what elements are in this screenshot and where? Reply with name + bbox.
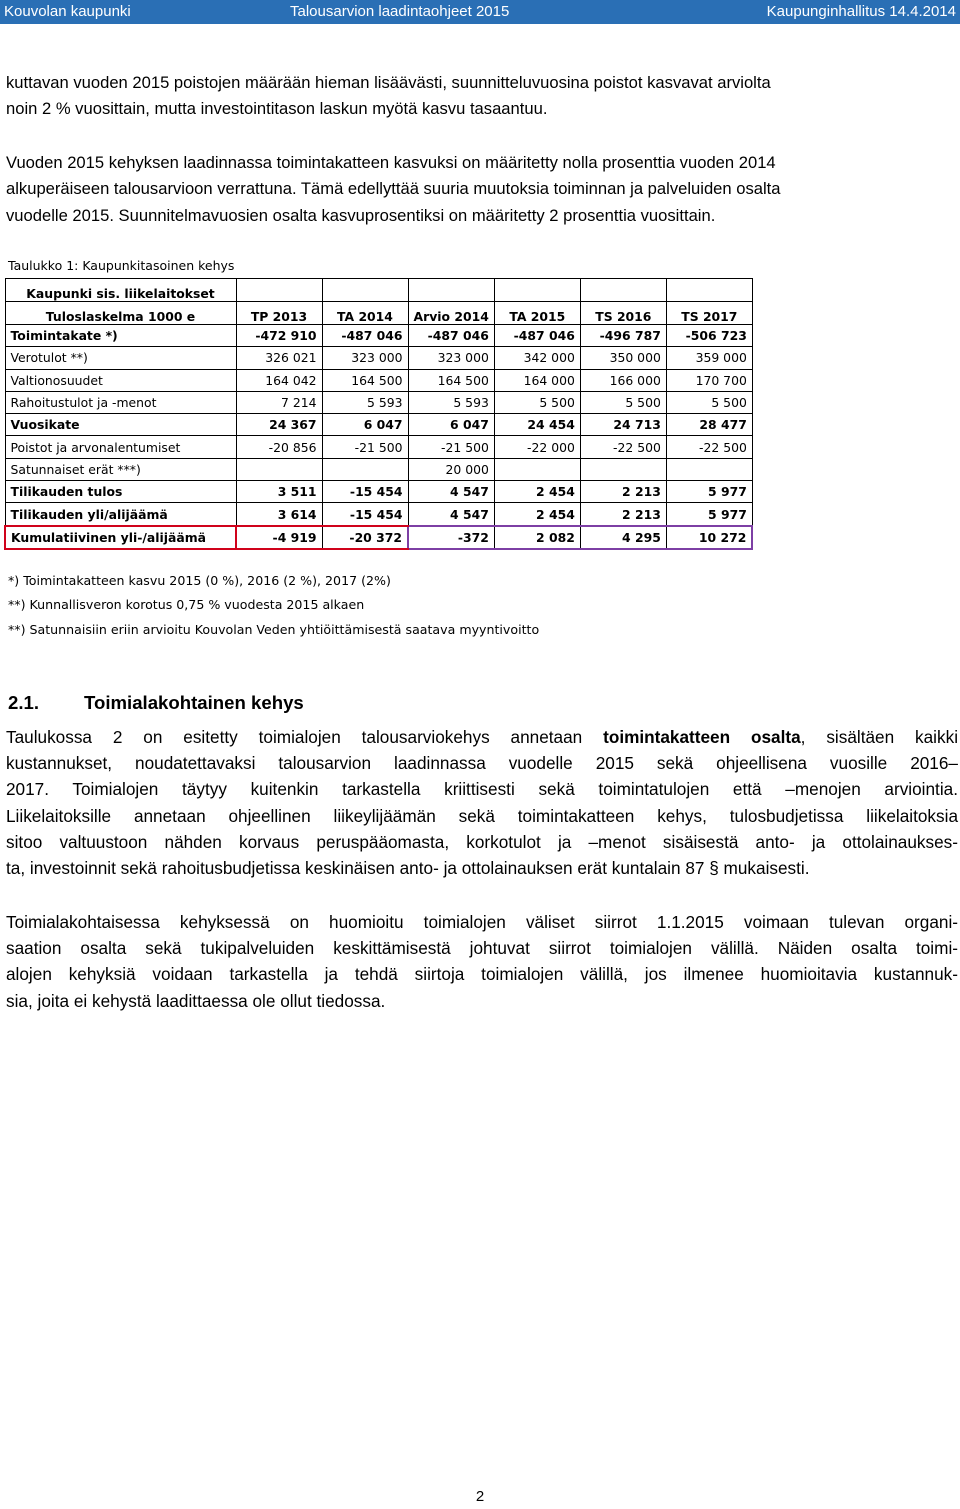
table-cell: -22 500 xyxy=(580,436,666,458)
table-cell: 3 614 xyxy=(236,503,322,526)
text-line: vuodelle 2015. Suunnitelmavuosien osalta kasvuprosentiksi on määritetty 2 prosenttia vuosittain. xyxy=(6,205,716,225)
text-run: Taulukossa 2 on esitetty toimialojen talousarviokehys annetaan xyxy=(6,727,604,747)
table-cell: 3 511 xyxy=(236,481,322,503)
table-cell: 2 213 xyxy=(580,503,666,526)
table-cell: -496 787 xyxy=(580,325,666,347)
table-cell: 342 000 xyxy=(494,347,580,369)
table-cell: 5 500 xyxy=(494,391,580,413)
table-cell: 4 547 xyxy=(408,503,494,526)
table-cell: 4 547 xyxy=(408,481,494,503)
text-line xyxy=(6,724,958,750)
table-cell: -487 046 xyxy=(494,325,580,347)
table-row xyxy=(5,481,752,503)
table-title: Kaupunki sis. liikelaitokset xyxy=(5,279,236,302)
table-cell: -22 000 xyxy=(494,436,580,458)
table-cell: -15 454 xyxy=(322,481,408,503)
column-header: TA 2014 xyxy=(322,302,408,325)
header-document-title: Talousarvion laadintaohjeet 2015 xyxy=(290,3,510,20)
page-header xyxy=(0,0,960,24)
table-cell: 7 214 xyxy=(236,391,322,413)
table-title-row xyxy=(5,279,752,302)
table-cell: 28 477 xyxy=(666,414,752,436)
table-cell: -487 046 xyxy=(322,325,408,347)
text-line: ta, investoinnit sekä rahoitusbudjetissa keskinäisen anto- ja ottolainauksen erät kuntalain 87 § mukaisesti. xyxy=(6,857,810,878)
table-subtitle: Tuloslaskelma 1000 e xyxy=(5,302,236,325)
table-cell: -15 454 xyxy=(322,503,408,526)
text-line: sia, joita ei kehystä laadittaessa ole ollut tiedossa. xyxy=(6,990,386,1011)
table-cell: -372 xyxy=(408,526,494,549)
body-paragraph-1 xyxy=(6,724,958,881)
table-cell: 5 593 xyxy=(322,391,408,413)
row-label: Kumulatiivinen yli-/alijäämä xyxy=(5,526,236,549)
intro-paragraph-1 xyxy=(6,70,958,123)
emphasis-text: toimintakatteen osalta xyxy=(603,727,801,747)
table-row xyxy=(5,325,752,347)
table-cell: 5 593 xyxy=(408,391,494,413)
column-header: TS 2017 xyxy=(666,302,752,325)
table-cell: 164 500 xyxy=(322,369,408,391)
column-header: TS 2016 xyxy=(580,302,666,325)
text-run: , sisältäen kaikki xyxy=(800,727,959,747)
row-label: Tilikauden tulos xyxy=(5,481,236,503)
table-cell: 2 082 xyxy=(494,526,580,549)
column-header: TP 2013 xyxy=(236,302,322,325)
row-label: Verotulot **) xyxy=(5,347,236,369)
row-label: Vuosikate xyxy=(5,414,236,436)
table-cell: 350 000 xyxy=(580,347,666,369)
page-number: 2 xyxy=(475,1488,485,1505)
table-cell: 24 454 xyxy=(494,414,580,436)
table-cell: -21 500 xyxy=(322,436,408,458)
header-organization: Kouvolan kaupunki xyxy=(4,3,131,20)
table-cell xyxy=(666,458,752,480)
table-footnote: **) Satunnaisiin eriin arvioitu Kouvolan Veden yhtiöittämisestä saatava myyntivoitto xyxy=(8,622,540,637)
table-cell xyxy=(236,458,322,480)
text-line: sitoo valtuustoon nähden korvaus peruspääomasta, korkotulot ja –menot sisäisestä anto- ja ottolainaukses- xyxy=(6,831,958,852)
table-row xyxy=(5,436,752,458)
row-label: Rahoitustulot ja -menot xyxy=(5,391,236,413)
table-cell xyxy=(580,458,666,480)
table-row-cumulative xyxy=(5,526,752,549)
table-row xyxy=(5,458,752,480)
table-cell: 4 295 xyxy=(580,526,666,549)
text-line: Toimialakohtaisessa kehyksessä on huomioitu toimialojen väliset siirrot 1.1.2015 voimaan tulevan organi- xyxy=(6,912,958,932)
table-cell: 6 047 xyxy=(408,414,494,436)
table-cell: -21 500 xyxy=(408,436,494,458)
table-cell xyxy=(494,458,580,480)
table-row xyxy=(5,347,752,369)
body-paragraph-2 xyxy=(6,909,958,1014)
row-label: Poistot ja arvonalentumiset xyxy=(5,436,236,458)
table-cell: 164 500 xyxy=(408,369,494,391)
text-line: kustannukset, noudatettavaksi talousarvion laadinnassa vuodelle 2015 sekä ohjeellisena vuosille 2016– xyxy=(6,753,958,774)
table-caption: Taulukko 1: Kaupunkitasoinen kehys xyxy=(8,258,235,273)
row-label: Toimintakate *) xyxy=(5,325,236,347)
row-label: Satunnaiset erät ***) xyxy=(5,458,236,480)
table-cell: -472 910 xyxy=(236,325,322,347)
text-line: kuttavan vuoden 2015 poistojen määrään hieman lisäävästi, suunnitteluvuosina poistot kasvavat arviolta xyxy=(6,73,771,92)
table-cell: -20 372 xyxy=(322,526,408,549)
table-cell: 2 213 xyxy=(580,481,666,503)
section-heading xyxy=(8,692,304,714)
table-cell: -506 723 xyxy=(666,325,752,347)
table-cell: 5 500 xyxy=(580,391,666,413)
table-cell: -4 919 xyxy=(236,526,322,549)
intro-paragraph-2 xyxy=(6,150,958,229)
row-label: Valtionosuudet xyxy=(5,369,236,391)
table-row xyxy=(5,369,752,391)
table-cell: 24 367 xyxy=(236,414,322,436)
table-cell: 2 454 xyxy=(494,481,580,503)
table-footnote: *) Toimintakatteen kasvu 2015 (0 %), 2016 (2 %), 2017 (2%) xyxy=(8,573,391,588)
text-line: alkuperäiseen talousarvioon verrattuna. Tämä edellyttää suuria muutoksia toiminnan ja palveluiden osalta xyxy=(6,179,781,199)
table-row xyxy=(5,391,752,413)
budget-frame-table xyxy=(4,278,753,550)
table-header-row xyxy=(5,302,752,325)
table-cell: -487 046 xyxy=(408,325,494,347)
table-cell: 359 000 xyxy=(666,347,752,369)
table-footnote: **) Kunnallisveron korotus 0,75 % vuodesta 2015 alkaen xyxy=(8,597,365,612)
table-cell: -22 500 xyxy=(666,436,752,458)
table-cell: 20 000 xyxy=(408,458,494,480)
text-line: saation osalta sekä tukipalveluiden keskittämisestä johtuvat siirrot toimialojen välillä. Näiden osalta toimi- xyxy=(6,938,958,959)
table-cell: 5 977 xyxy=(666,503,752,526)
table-cell: 5 500 xyxy=(666,391,752,413)
text-line: Vuoden 2015 kehyksen laadinnassa toimintakatteen kasvuksi on määritetty nolla prosenttia vuoden 2014 xyxy=(6,153,776,172)
table-cell: 10 272 xyxy=(666,526,752,549)
column-header: Arvio 2014 xyxy=(408,302,494,325)
column-header: TA 2015 xyxy=(494,302,580,325)
section-number: 2.1. xyxy=(8,692,40,713)
table-cell: 323 000 xyxy=(408,347,494,369)
header-date: Kaupunginhallitus 14.4.2014 xyxy=(766,3,956,20)
table-cell: 24 713 xyxy=(580,414,666,436)
table-row xyxy=(5,503,752,526)
text-line: noin 2 % vuosittain, mutta investointitason laskun myötä kasvu tasaantuu. xyxy=(6,99,548,119)
table-cell: 166 000 xyxy=(580,369,666,391)
table-cell xyxy=(322,458,408,480)
row-label: Tilikauden yli/alijäämä xyxy=(5,503,236,526)
text-line: Liikelaitoksille annetaan ohjeellinen liikeylijäämän sekä toimintakatteen kehys, tulosbudjetissa liikelaitoksia xyxy=(6,805,958,826)
table-cell: 170 700 xyxy=(666,369,752,391)
table-cell: 5 977 xyxy=(666,481,752,503)
table-cell: 2 454 xyxy=(494,503,580,526)
table-cell: 6 047 xyxy=(322,414,408,436)
table-cell: 164 042 xyxy=(236,369,322,391)
table-row xyxy=(5,414,752,436)
text-line: 2017. Toimialojen täytyy kuitenkin tarkastella kriittisesti sekä toimintatulojen että –menojen arviointia. xyxy=(6,779,958,800)
table-cell: -20 856 xyxy=(236,436,322,458)
table-cell: 164 000 xyxy=(494,369,580,391)
text-line: alojen kehyksiä voidaan tarkastella ja tehdä siirtoja toimialojen välillä, jos ilmenee huomioitavia kustannuk- xyxy=(6,964,958,985)
table-cell: 326 021 xyxy=(236,347,322,369)
table-cell: 323 000 xyxy=(322,347,408,369)
section-title: Toimialakohtainen kehys xyxy=(84,692,304,713)
